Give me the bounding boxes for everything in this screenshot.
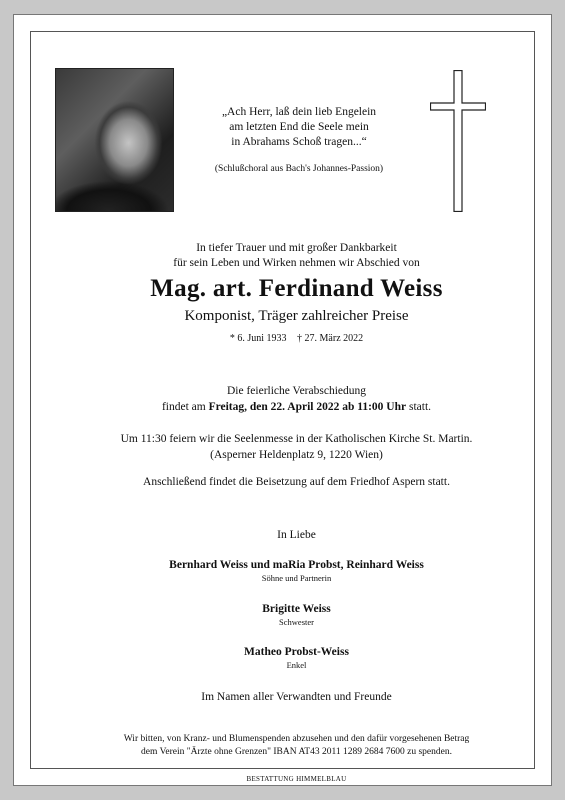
ceremony-info <box>34 383 559 415</box>
mourner-role: Enkel <box>286 660 307 670</box>
ceremony-line <box>34 399 559 415</box>
closing-line: Im Namen aller Verwandten und Freunde <box>201 691 392 703</box>
burial-info: Anschließend findet die Beisetzung auf dem Friedhof Aspern statt. <box>143 476 450 488</box>
donation-line: dem Verein "Ärzte ohne Grenzen" IBAN AT43 2011 1289 2684 7600 zu spenden. <box>141 747 452 757</box>
mourner-group <box>34 646 559 670</box>
mass-address: (Asperner Heldenplatz 9, 1220 Wien) <box>210 449 383 461</box>
ceremony-prefix: findet am <box>161 401 209 413</box>
intro-text <box>34 241 559 271</box>
mourner-role: Söhne und Partnerin <box>261 573 332 583</box>
mass-info <box>34 431 559 463</box>
funeral-home: BESTATTUNG HIMMELBLAU <box>246 775 347 783</box>
motto-line: „Ach Herr, laß dein lieb Engelein <box>221 106 377 118</box>
motto-line: am letzten End die Seele mein <box>229 121 369 133</box>
ceremony-date: Freitag, den 22. April 2022 ab 11:00 Uhr <box>208 401 407 413</box>
cross-icon <box>430 70 486 212</box>
donation-request <box>34 733 559 759</box>
mass-line: Um 11:30 feiern wir die Seelenmesse in der Katholischen Kirche St. Martin. <box>120 433 473 445</box>
intro-line: In tiefer Trauer und mit großer Dankbarkeit <box>196 242 397 254</box>
intro-line: für sein Leben und Wirken nehmen wir Abschied von <box>173 257 420 269</box>
mourner-role: Schwester <box>279 617 314 627</box>
motto-line: in Abrahams Schoß tragen...“ <box>231 136 367 148</box>
portrait-photo <box>55 68 174 212</box>
ceremony-suffix: statt. <box>406 401 432 413</box>
mourner-names: Brigitte Weiss <box>262 603 331 615</box>
in-love-text: In Liebe <box>277 529 316 541</box>
mourner-group <box>34 603 559 627</box>
ceremony-line: Die feierliche Verabschiedung <box>226 385 366 397</box>
deceased-subtitle: Komponist, Träger zahlreicher Preise <box>184 308 409 324</box>
obituary-sheet <box>13 14 552 786</box>
life-dates <box>34 333 559 344</box>
donation-line: Wir bitten, von Kranz- und Blumenspenden abzusehen und den dafür vorgesehenen Betrag <box>123 734 470 744</box>
mourner-names: Matheo Probst-Weiss <box>244 646 349 658</box>
mourner-names: Bernhard Weiss und maRia Probst, Reinhard Weiss <box>169 559 424 571</box>
deceased-name: Mag. art. Ferdinand Weiss <box>150 275 443 302</box>
motto <box>184 105 414 177</box>
birth-date: * 6. Juni 1933 <box>229 333 287 344</box>
mourner-group <box>34 559 559 583</box>
death-date: † 27. März 2022 <box>297 333 364 344</box>
motto-source: (Schlußchoral aus Bach's Johannes-Passion) <box>214 164 384 174</box>
